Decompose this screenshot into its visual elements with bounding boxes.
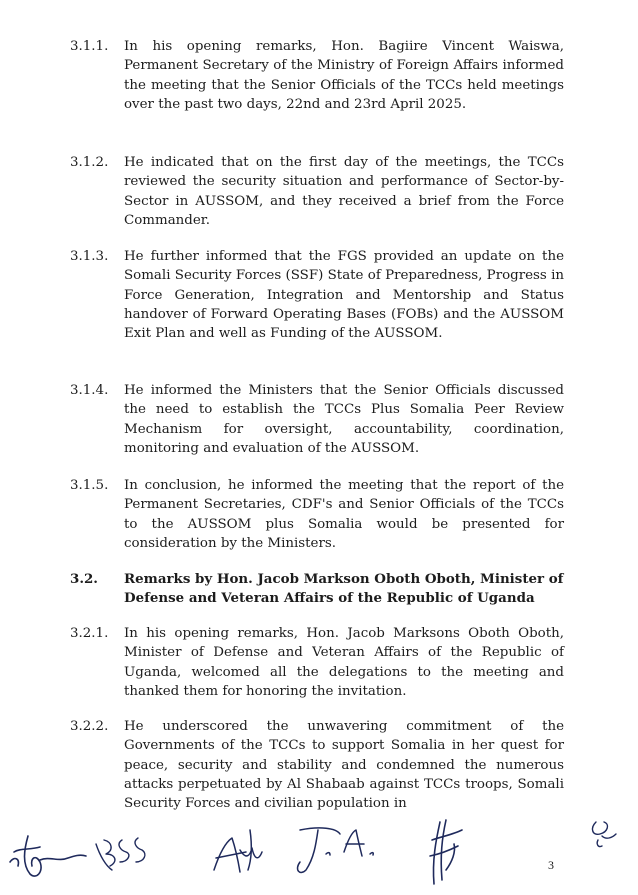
paragraph-3-1-1 — [70, 37, 564, 114]
page-number: 3 — [548, 858, 554, 872]
signature-1 — [10, 836, 86, 876]
paragraph-number: 3.1.4. — [70, 383, 109, 398]
paragraph-number: 3.2.2. — [70, 719, 109, 734]
paragraph-text: In conclusion, he informed the meeting that the report of the Permanent Secretaries, CDF's and Senior Officials of the TCCs to the AUSSOM plus Somalia would be presented for consideration by the Ministers. — [124, 478, 564, 551]
paragraph-3-1-4 — [70, 381, 564, 458]
signature-6 — [593, 822, 616, 847]
heading-text: Remarks by Hon. Jacob Markson Oboth Oboth, Minister of Defense and Veteran Affairs of the Republic of Uganda — [124, 571, 564, 607]
paragraph-text: He indicated that on the first day of the meetings, the TCCs reviewed the security situation and performance of Sector-by-Sector in AUSSOM, and they received a brief from the Force Commander. — [124, 155, 564, 228]
paragraph-number: 3.2.1. — [70, 626, 109, 641]
paragraph-3-1-5 — [70, 476, 564, 553]
paragraph-3-1-2 — [70, 153, 564, 230]
paragraph-text: He underscored the unwavering commitment of the Governments of the TCCs to support Somalia in her quest for peace, security and stability and condemned the numerous attacks perpetuated by Al Shabaab against TCCs troops, Somali Security Forces and civilian population in — [124, 719, 564, 812]
heading-number: 3.2. — [70, 571, 98, 587]
paragraph-text: In his opening remarks, Hon. Jacob Marksons Oboth Oboth, Minister of Defense and Veteran Affairs of the Republic of Uganda, welcomed all the delegations to the meeting and thanked them for honoring the invitation. — [124, 626, 564, 699]
paragraph-text: He informed the Ministers that the Senior Officials discussed the need to establish the TCCs Plus Somalia Peer Review Mechanism for oversight, accountability, coordination, monitoring and evaluation of the AUSSOM. — [124, 383, 564, 456]
paragraph-text: He further informed that the FGS provided an update on the Somali Security Forces (SSF) State of Preparedness, Progress in Force Generation, Integration and Mentorship and Status handover of Forward Operating Bases (FOBs) and the AUSSOM Exit Plan and well as Funding of the AUSSOM. — [124, 249, 564, 342]
signature-3 — [214, 830, 262, 872]
section-heading-3-2 — [70, 570, 564, 609]
signature-4 — [298, 828, 374, 873]
paragraph-3-2-1 — [70, 624, 564, 701]
paragraph-number: 3.1.2. — [70, 155, 109, 170]
signature-2 — [96, 838, 145, 870]
paragraph-number: 3.1.3. — [70, 249, 109, 264]
paragraph-3-1-3 — [70, 247, 564, 343]
signature-5 — [430, 820, 462, 884]
paragraph-number: 3.1.1. — [70, 39, 109, 54]
signatures-row — [0, 800, 638, 895]
paragraph-text: In his opening remarks, Hon. Bagiire Vincent Waiswa, Permanent Secretary of the Ministry of Foreign Affairs informed the meeting that the Senior Officials of the TCCs held meetings over the past two days, 22nd and 23rd April 2025. — [124, 39, 564, 112]
paragraph-number: 3.1.5. — [70, 478, 109, 493]
paragraph-3-2-2 — [70, 717, 564, 813]
